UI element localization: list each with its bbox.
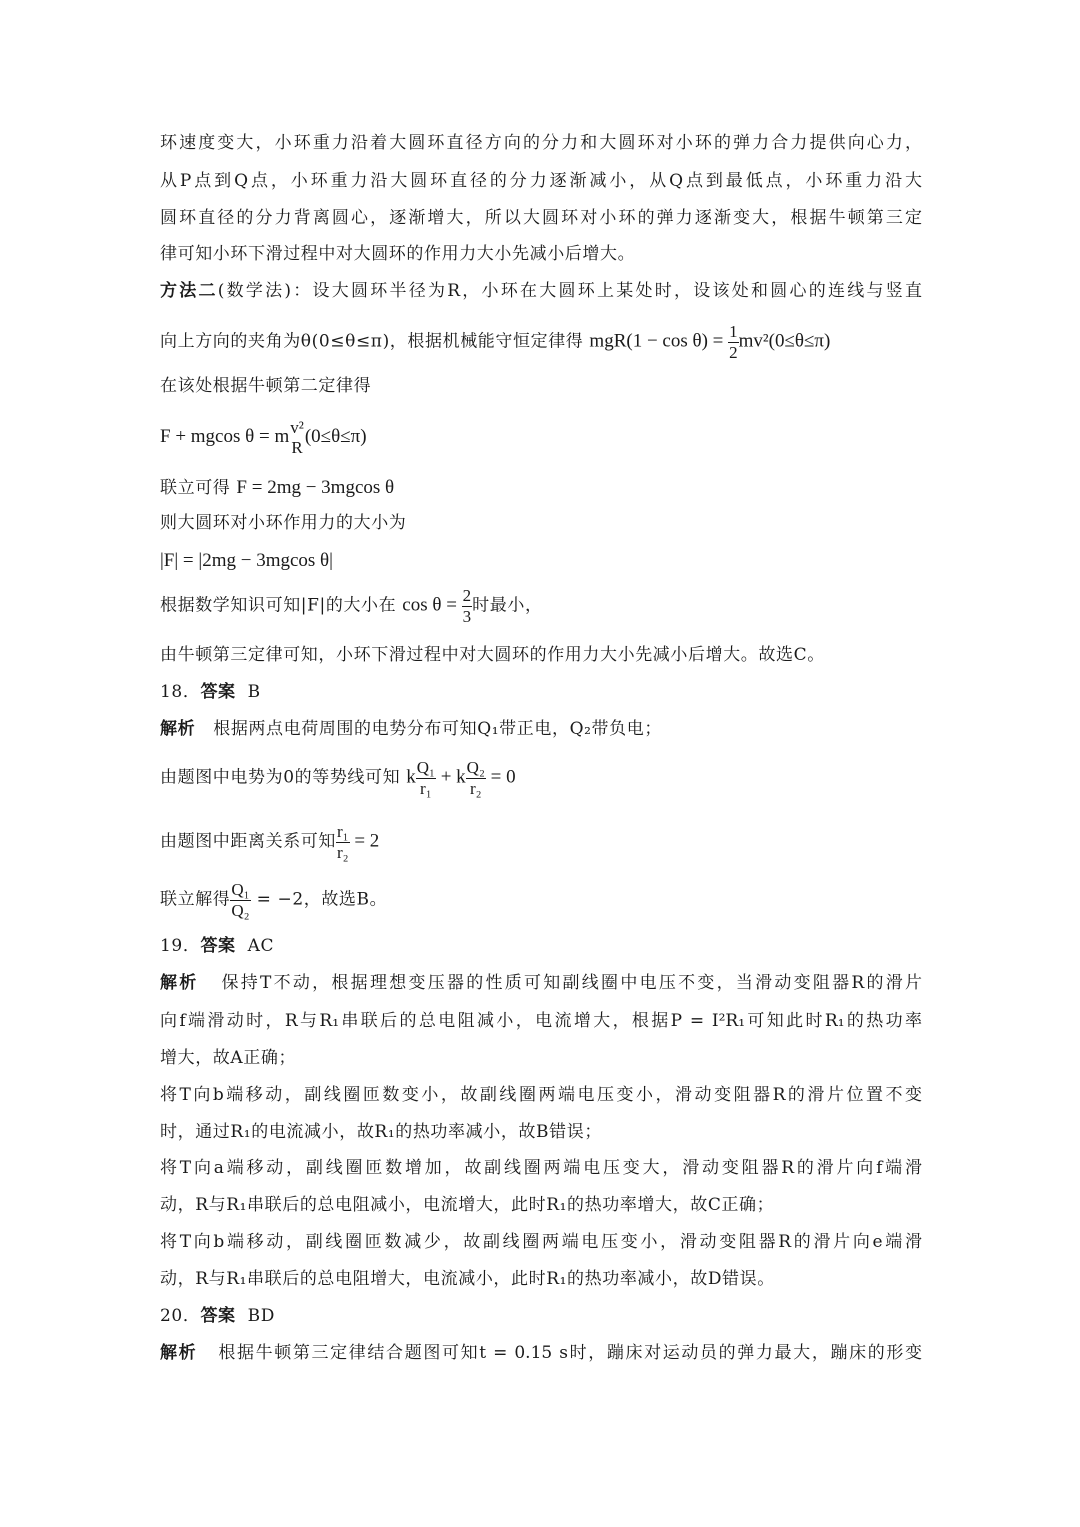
text-line: 将T向b端移动，副线圈匝数减少，故副线圈两端电压变小，滑动变阻器R的滑片向e端滑: [160, 1232, 922, 1252]
text-line: 将T向a端移动，副线圈匝数增加，故副线圈两端电压变大，滑动变阻器R的滑片向f端滑: [160, 1158, 922, 1178]
text-span: 由题图中距离关系可知: [160, 831, 336, 852]
math: k: [406, 766, 416, 788]
question-number: 18．: [160, 682, 201, 702]
text-line: [160, 721, 922, 738]
math: F = 2mg − 3mgcos θ: [236, 477, 395, 498]
math: mv²(0≤θ≤π): [738, 330, 831, 352]
answer-label: 答案: [200, 936, 236, 956]
text-span: 联立可得: [160, 478, 237, 498]
text-line: 动，R与R₁串联后的总电阻减小，电流增大，此时R₁的热功率增大，故C正确；: [160, 1195, 775, 1215]
text-line: 圆环直径的分力背离圆心，逐渐增大，所以大圆环对小环的弹力逐渐变大，根据牛顿第三定: [160, 208, 922, 228]
math: (0≤θ≤π): [304, 426, 367, 448]
text-line: 从P点到Q点，小环重力沿大圆环直径的分力逐渐减小，从Q点到最低点，小环重力沿大: [160, 171, 922, 191]
answer-value: B: [247, 682, 261, 702]
text-span: = −2，故选B。: [250, 889, 388, 910]
answer-label: 答案: [200, 682, 236, 702]
numerator: Q₂: [466, 758, 485, 777]
method-label: 方法二: [160, 281, 218, 301]
text-line: 时，通过R₁的电流减小，故R₁的热功率减小，故B错误；: [160, 1122, 602, 1142]
text-line: 由牛顿第三定律可知，小环下滑过程中对大圆环的作用力大小先减小后增大。故选C。: [160, 645, 825, 665]
denominator: R: [291, 437, 303, 457]
text-span: 根据牛顿第三定律结合题图可知t = 0.15 s时，蹦床对运动员的弹力最大，蹦床的形变: [218, 1343, 922, 1363]
text-line: [160, 1345, 922, 1362]
text-span: 根据数学知识可知|F|的大小在: [160, 595, 403, 616]
text-span: 联立解得: [160, 889, 231, 910]
equation-line: [160, 551, 922, 570]
fraction: [336, 822, 350, 862]
text-line: 律可知小环下滑过程中对大圆环的作用力大小先减小后增大。: [160, 244, 636, 264]
answer-value: AC: [247, 936, 275, 956]
text-line: [160, 880, 922, 920]
answer-heading: [160, 1308, 922, 1325]
numerator: v²: [290, 418, 304, 437]
text-line: 增大，故A正确；: [160, 1048, 297, 1068]
text-span: 保持T不动，根据理想变压器的性质可知副线圈中电压不变，当滑动变阻器R的滑片: [221, 973, 923, 993]
question-number: 19．: [160, 936, 201, 956]
denominator: r₁: [420, 778, 432, 798]
fraction: [230, 880, 250, 920]
equation-line: [160, 418, 922, 457]
answer-heading: [160, 684, 922, 701]
text-line: 则大圆环对小环作用力的大小为: [160, 513, 407, 533]
math: F + mgcos θ = m: [160, 426, 290, 448]
fraction: [462, 586, 473, 626]
text-line: [160, 586, 922, 626]
text-line: 动，R与R₁串联后的总电阻增大，电流减小，此时R₁的热功率减小，故D错误。: [160, 1269, 775, 1289]
text-line: [160, 975, 922, 992]
numerator: Q₁: [416, 758, 435, 777]
math: cos θ =: [402, 594, 462, 616]
fraction: [466, 758, 486, 798]
analysis-label: 解析: [160, 1343, 198, 1363]
text-line: 在该处根据牛顿第二定律得: [160, 376, 372, 396]
question-number: 20．: [160, 1306, 201, 1326]
math: mgR(1 − cos θ) =: [589, 330, 729, 352]
text-line: 将T向b端移动，副线圈匝数变小，故副线圈两端电压变小，滑动变阻器R的滑片位置不变: [160, 1085, 922, 1105]
answer-label: 答案: [200, 1306, 236, 1326]
text-span: 根据两点电荷周围的电势分布可知Q₁带正电，Q₂带负电；: [213, 719, 662, 739]
text-line: [160, 283, 922, 300]
math: + k: [435, 766, 466, 788]
text-span: 时最小，: [472, 595, 543, 616]
fraction: [728, 322, 739, 362]
analysis-label: 解析: [160, 719, 196, 739]
numerator: Q₁: [231, 880, 250, 899]
text-line: [160, 322, 922, 362]
numerator: 1: [729, 322, 738, 341]
denominator: r₂: [469, 778, 482, 798]
numerator: 2: [462, 586, 472, 605]
answer-heading: [160, 938, 922, 955]
text-span: 向上方向的夹角为θ(0≤θ≤π)，根据机械能守恒定律得: [160, 331, 590, 352]
math: = 2: [349, 830, 380, 852]
text-line: [160, 822, 922, 862]
answer-value: BD: [247, 1306, 275, 1326]
denominator: Q₂: [231, 900, 250, 920]
text-span: 由题图中电势为0的等势线可知: [160, 767, 407, 788]
numerator: r₁: [337, 822, 349, 841]
text-line: 向f端滑动时，R与R₁串联后的总电阻减小，电流增大，根据P = I²R₁可知此时R₁的热功率: [160, 1011, 922, 1031]
text-line: [160, 758, 922, 798]
fraction: [416, 758, 436, 798]
denominator: r₂: [337, 842, 349, 862]
text-line: 环速度变大，小环重力沿着大圆环直径方向的分力和大圆环对小环的弹力合力提供向心力，: [160, 133, 922, 153]
math: |F| = |2mg − 3mgcos θ|: [160, 550, 333, 571]
fraction: [289, 418, 305, 457]
text-line: [160, 478, 922, 497]
text-span: (数学法)：设大圆环半径为R，小环在大圆环上某处时，设该处和圆心的连线与竖直: [217, 281, 922, 301]
denominator: 2: [729, 342, 738, 362]
math: = 0: [485, 766, 516, 788]
analysis-label: 解析: [160, 973, 199, 993]
denominator: 3: [462, 606, 472, 626]
